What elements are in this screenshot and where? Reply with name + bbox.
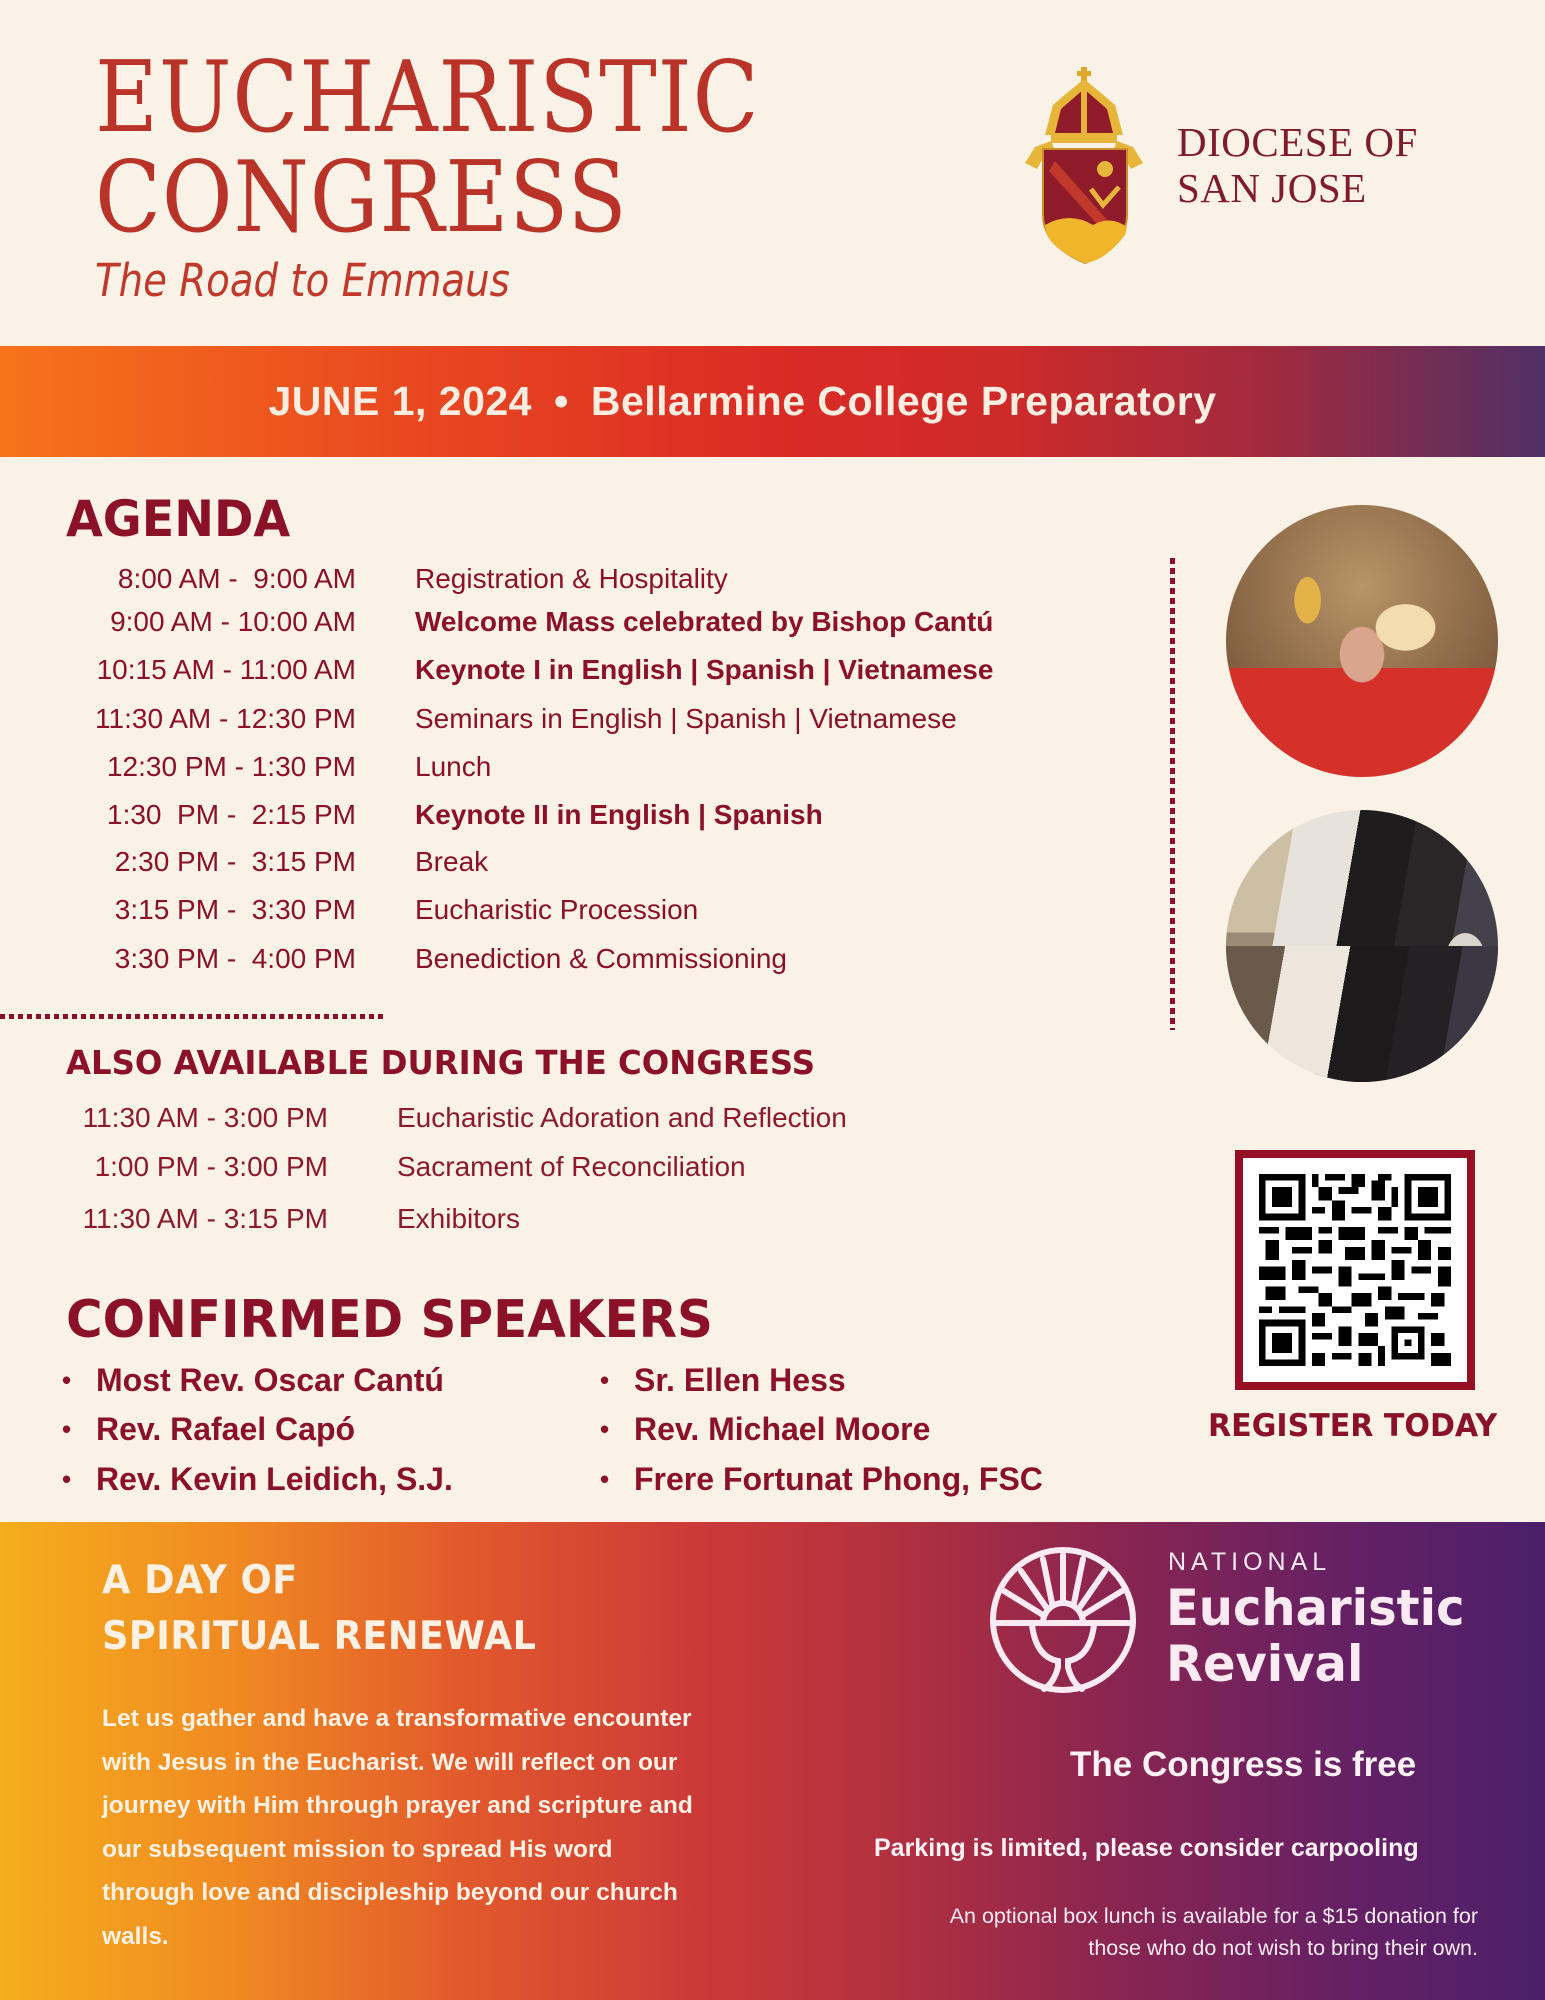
eucharistic-revival-logo-icon [988,1545,1138,1695]
dotted-divider-horizontal [0,1014,386,1019]
bullet-icon: • [600,1414,610,1444]
diocese-name [1177,119,1418,211]
also-available-item [0,1098,900,1138]
also-available-event: Exhibitors [397,1203,520,1234]
speaker-name: Most Rev. Oscar Cantú [96,1362,444,1398]
also-available-heading: ALSO AVAILABLE DURING THE CONGRESS [66,1043,816,1082]
photo-bishop-elevation [1226,505,1498,777]
speaker-item [600,1411,930,1448]
register-qr-code[interactable] [1235,1150,1475,1390]
box-lunch-note [850,1900,1478,1964]
qr-code-icon [1259,1174,1451,1366]
free-admission-note: The Congress is free [1070,1745,1417,1784]
agenda-event: Seminars in English | Spanish | Vietnamese [415,703,957,734]
photo-communion [1226,810,1498,1082]
parking-note: Parking is limited, please consider carpooling [874,1834,1419,1862]
agenda-time: 8:00 AM - 9:00 AM [117,563,356,594]
partner-name-line-2: Revival [1166,1635,1364,1693]
speaker-name: Rev. Rafael Capó [96,1411,356,1447]
partner-name-line-1: Eucharistic [1166,1579,1465,1637]
agenda-item [0,795,1150,835]
speaker-item [62,1362,444,1399]
partner-label-small: NATIONAL [1168,1548,1332,1576]
banner-text [268,378,1216,425]
box-lunch-note-line-2: those who do not wish to bring their own. [1088,1936,1478,1960]
date-venue-banner [0,346,1545,457]
agenda-time: 12:30 PM - 1:30 PM [106,751,356,782]
dotted-divider-vertical [1170,558,1175,1030]
event-title-line-1: EUCHARISTIC [95,41,760,155]
speaker-name: Sr. Ellen Hess [634,1362,846,1398]
agenda-event: Registration & Hospitality [415,563,728,594]
agenda-time: 3:30 PM - 4:00 PM [114,943,356,974]
also-available-time: 11:30 AM - 3:15 PM [82,1203,328,1234]
renewal-heading [102,1553,536,1665]
event-venue: Bellarmine College Preparatory [590,378,1217,424]
register-today-label[interactable]: REGISTER TODAY [1208,1408,1498,1444]
agenda-item [0,890,1150,930]
agenda-time: 9:00 AM - 10:00 AM [110,606,356,637]
event-subtitle: The Road to Emmaus [95,254,510,307]
renewal-heading-line-2: SPIRITUAL RENEWAL [102,1614,537,1659]
also-available-item [0,1199,900,1239]
speaker-item [62,1411,355,1448]
also-available-event: Eucharistic Adoration and Reflection [397,1102,847,1133]
agenda-item [0,747,1150,787]
speaker-item [600,1362,846,1399]
diocese-name-line-1: DIOCESE OF [1177,119,1418,165]
agenda-time: 10:15 AM - 11:00 AM [96,654,356,685]
also-available-time: 1:00 PM - 3:00 PM [94,1151,328,1182]
bullet-icon: • [600,1365,610,1395]
agenda-item [0,699,1150,739]
diocese-coat-of-arms-icon [1015,65,1155,265]
agenda-event: Benediction & Commissioning [415,943,787,974]
agenda-time: 11:30 AM - 12:30 PM [95,703,356,734]
agenda-event: Eucharistic Procession [415,894,699,925]
agenda-event: Break [415,846,489,877]
agenda-item [0,559,1150,599]
agenda-event: Welcome Mass celebrated by Bishop Cantú [415,606,994,637]
agenda-event: Keynote II in English | Spanish [415,799,823,830]
also-available-event: Sacrament of Reconciliation [397,1151,746,1182]
agenda-event: Keynote I in English | Spanish | Vietnamese [415,654,994,685]
agenda-time: 2:30 PM - 3:15 PM [114,846,356,877]
agenda-time: 1:30 PM - 2:15 PM [107,799,356,830]
speaker-item [600,1461,1043,1498]
bullet-icon: • [62,1365,72,1395]
event-date: JUNE 1, 2024 [268,378,532,424]
box-lunch-note-line-1: An optional box lunch is available for a $15 donation for [949,1904,1478,1928]
renewal-description: Let us gather and have a transformative encounter with Jesus in the Eucharist. We will reflect on our journey with Him through prayer and scripture and our subsequent mission to spread His word through love and discipleship beyond our church walls. [102,1705,693,1950]
speaker-name: Frere Fortunat Phong, FSC [634,1461,1043,1497]
speaker-item [62,1461,453,1498]
event-title-line-2: CONGRESS [95,141,628,255]
agenda-item [0,939,1150,979]
renewal-heading-line-1: A DAY OF [102,1558,298,1603]
diocese-name-line-2: SAN JOSE [1177,165,1367,211]
speaker-name: Rev. Kevin Leidich, S.J. [96,1461,453,1497]
also-available-time: 11:30 AM - 3:00 PM [82,1102,328,1133]
diocese-logo [1015,65,1418,265]
partner-name [1166,1580,1465,1692]
agenda-item [0,602,1150,642]
bullet-icon: • [62,1414,72,1444]
agenda-time: 3:15 PM - 3:30 PM [114,894,356,925]
agenda-item [0,650,1150,690]
bullet-separator: • [554,378,569,424]
also-available-item [0,1147,900,1187]
agenda-event: Lunch [415,751,492,782]
speaker-name: Rev. Michael Moore [634,1411,931,1447]
event-title-block [95,41,850,307]
bullet-icon: • [62,1464,72,1494]
agenda-heading: AGENDA [66,490,291,548]
agenda-item [0,842,1150,882]
speakers-heading: CONFIRMED SPEAKERS [66,1290,714,1350]
bullet-icon: • [600,1464,610,1494]
